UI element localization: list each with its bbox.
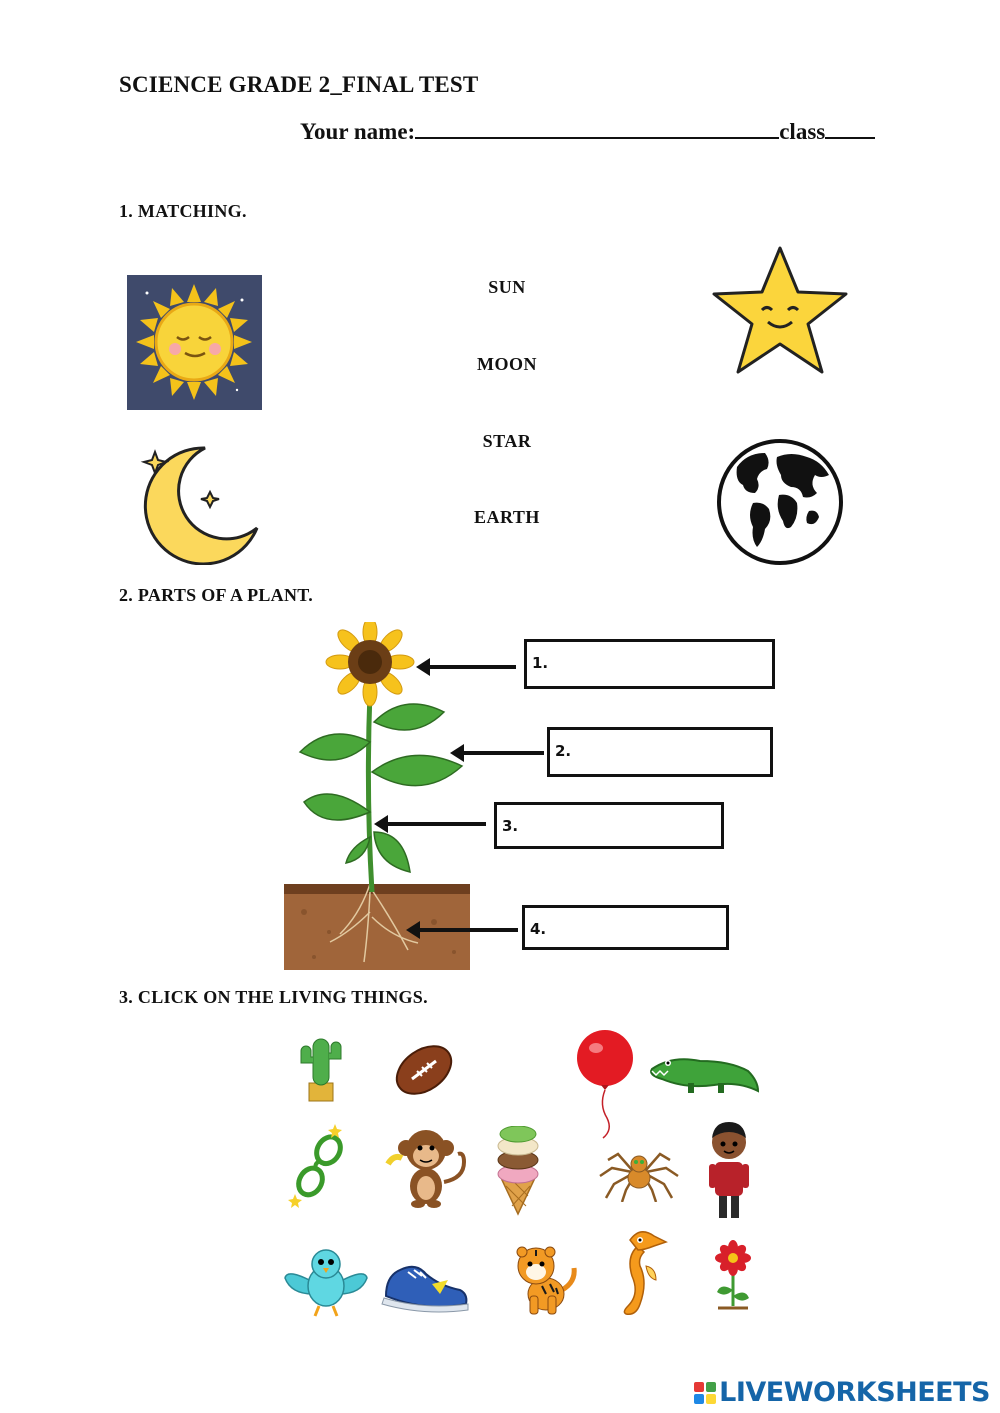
sunflower-picture [284,622,470,970]
glasses-item[interactable] [287,1120,353,1210]
cactus-item[interactable] [287,1033,355,1103]
word-moon[interactable]: MOON [477,354,537,374]
arrow-2 [462,751,544,755]
balloon-item[interactable] [574,1030,638,1140]
crocodile-item[interactable] [648,1043,762,1101]
name-line [300,117,875,145]
monkey-item[interactable] [382,1124,472,1208]
sun-picture[interactable] [127,275,262,410]
boy-item[interactable] [704,1120,754,1220]
name-blank[interactable] [415,117,779,139]
football-item[interactable] [390,1037,458,1103]
name-label: Your name: [300,119,416,144]
plant-answer-box-1[interactable]: 1. [524,639,775,689]
sneaker-item[interactable] [380,1250,470,1316]
moon-picture[interactable] [135,440,265,565]
liveworksheets-logo [694,1377,990,1408]
arrow-1 [428,665,516,669]
star-picture[interactable] [710,244,850,378]
logo-text: LIVEWORKSHEETS [719,1377,990,1408]
word-star[interactable]: STAR [482,431,532,451]
section-living-things-heading: 3. CLICK ON THE LIVING THINGS. [119,987,428,1007]
bird-item[interactable] [283,1242,369,1318]
class-blank[interactable] [825,117,875,139]
worksheet-title: SCIENCE GRADE 2_FINAL TEST [119,72,479,97]
plant-answer-box-3[interactable]: 3. [494,802,724,849]
plant-answer-box-2[interactable]: 2. [547,727,773,777]
logo-icon [694,1382,716,1404]
arrow-3 [386,822,486,826]
ice-cream-item[interactable] [488,1126,548,1216]
word-sun[interactable]: SUN [488,277,526,297]
word-earth[interactable]: EARTH [474,507,540,527]
arrow-4 [418,928,518,932]
class-label: class [779,119,826,144]
section-plant-heading: 2. PARTS OF A PLANT. [119,585,314,605]
spider-item[interactable] [598,1140,680,1202]
flower-item[interactable] [710,1240,756,1314]
tiger-item[interactable] [508,1240,580,1316]
plant-answer-box-4[interactable]: 4. [522,905,729,950]
section-matching-heading: 1. MATCHING. [119,201,247,221]
seahorse-item[interactable] [614,1226,668,1316]
earth-picture[interactable] [715,437,845,567]
